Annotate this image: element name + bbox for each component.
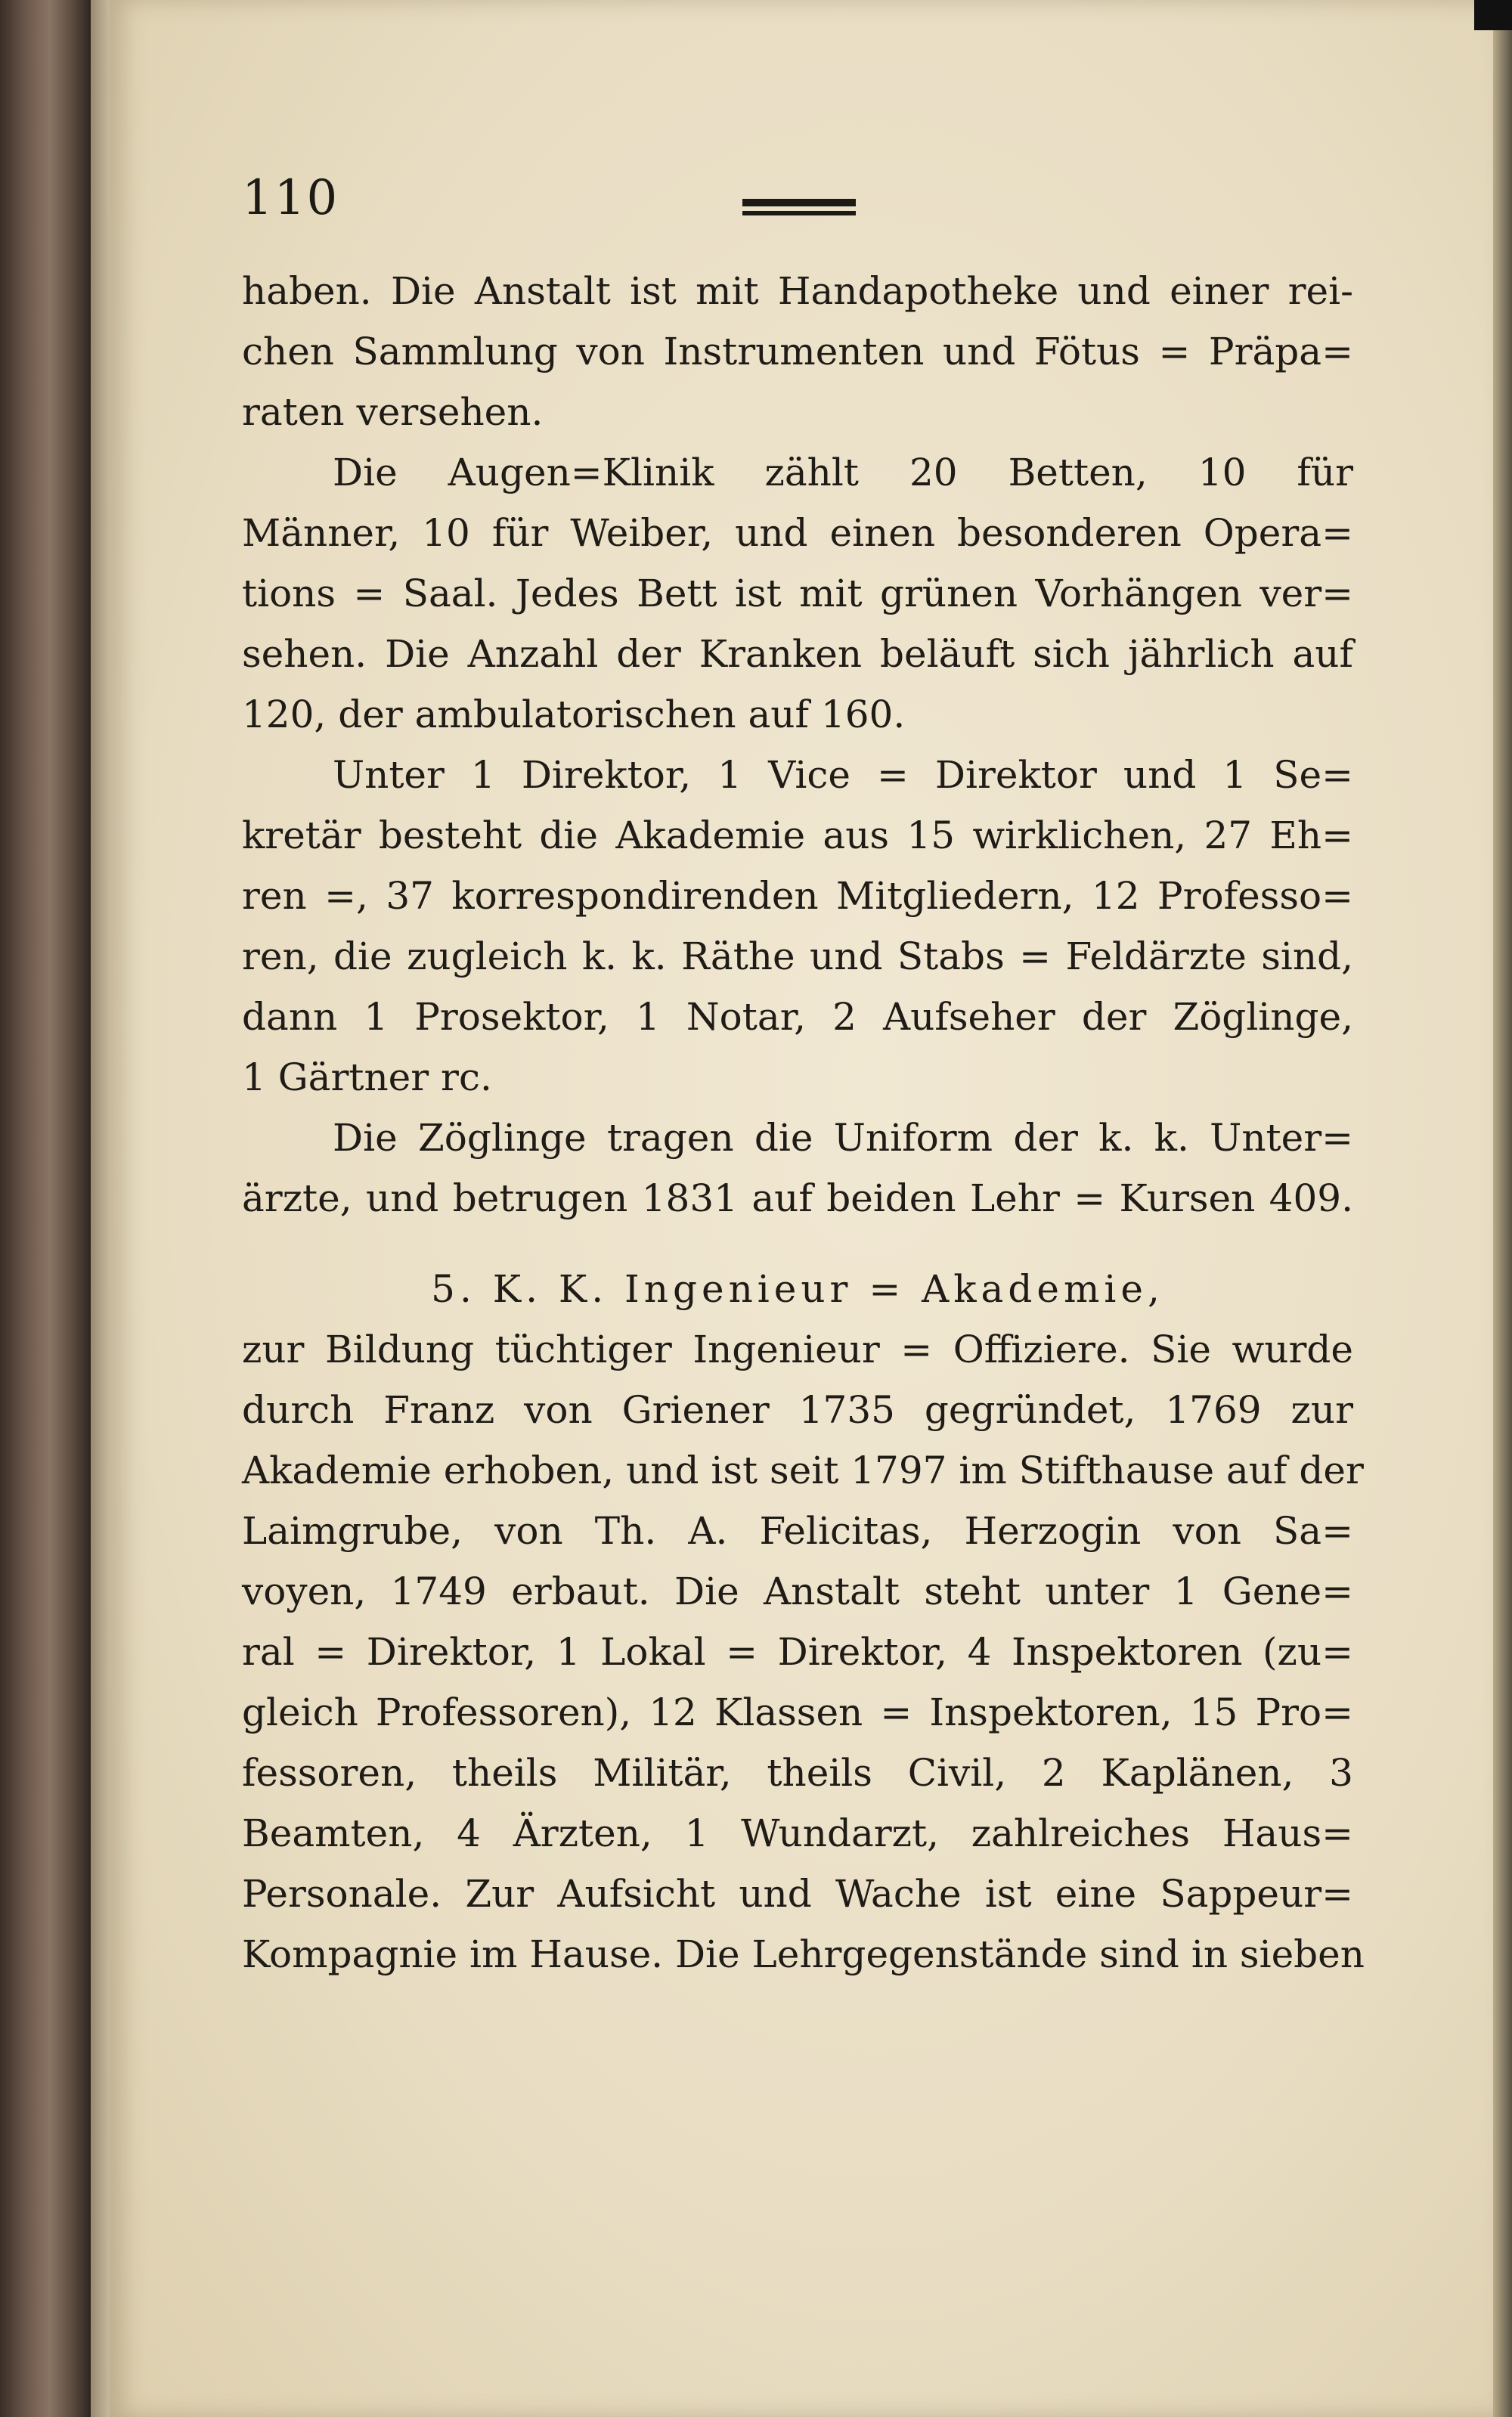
- text-line: 120, der ambulatorischen auf 160.: [242, 693, 906, 736]
- text-line: voyen, 1749 erbaut. Die Anstalt steht unter 1 Gene=: [242, 1570, 1353, 1613]
- text-line: raten versehen.: [242, 390, 544, 434]
- text-line: durch Franz von Griener 1735 gegründet, 1769 zur: [242, 1388, 1353, 1432]
- text-line: Kompagnie im Hause. Die Lehrgegenstände sind in sieben: [242, 1932, 1365, 1976]
- text-line: chen Sammlung von Instrumenten und Fötus = Präpa=: [242, 330, 1353, 373]
- text-line: ren =, 37 korrespondirenden Mitgliedern, 12 Professo=: [242, 874, 1353, 918]
- page-right-edge: [1493, 0, 1512, 2417]
- text-line: ärzte, und betrugen 1831 auf beiden Lehr = Kursen 409.: [242, 1176, 1353, 1220]
- text-line: fessoren, theils Militär, theils Civil, 2 Kaplänen, 3: [242, 1751, 1353, 1795]
- book-spine: [0, 0, 91, 2417]
- text-line: Beamten, 4 Ärzten, 1 Wundarzt, zahlreiches Haus=: [242, 1811, 1353, 1855]
- text-line: haben. Die Anstalt ist mit Handapotheke und einer rei-: [242, 269, 1353, 313]
- text-line: gleich Professoren), 12 Klassen = Inspektoren, 15 Pro=: [242, 1690, 1353, 1734]
- text-line: Die Augen=Klinik zählt 20 Betten, 10 für: [333, 451, 1353, 494]
- text-line: tions = Saal. Jedes Bett ist mit grünen Vorhängen ver=: [242, 572, 1353, 615]
- text-line: kretär besteht die Akademie aus 15 wirklichen, 27 Eh=: [242, 813, 1353, 857]
- text-line: dann 1 Prosektor, 1 Notar, 2 Aufseher der Zöglinge,: [242, 995, 1353, 1039]
- text-line: sehen. Die Anzahl der Kranken beläuft sich jährlich auf: [242, 632, 1353, 676]
- text-line: Personale. Zur Aufsicht und Wache ist eine Sappeur=: [242, 1872, 1353, 1916]
- text-line: Die Zöglinge tragen die Uniform der k. k. Unter=: [333, 1116, 1353, 1160]
- text-line: Akademie erhoben, und ist seit 1797 im Stifthause auf der: [242, 1449, 1364, 1492]
- text-line: Unter 1 Direktor, 1 Vice = Direktor und 1 Se=: [333, 753, 1353, 797]
- section-heading: 5. K. K. Ingenieur = Akademie,: [431, 1267, 1164, 1311]
- body-text: [242, 261, 1365, 1985]
- header-rule: [742, 199, 856, 206]
- background-corner: [1474, 0, 1512, 30]
- text-line: ren, die zugleich k. k. Räthe und Stabs = Feldärzte sind,: [242, 934, 1353, 978]
- header-rule-thin: [742, 211, 856, 215]
- text-line: zur Bildung tüchtiger Ingenieur = Offiziere. Sie wurde: [242, 1328, 1353, 1371]
- text-line: ral = Direktor, 1 Lokal = Direktor, 4 Inspektoren (zu=: [242, 1630, 1353, 1674]
- section-gap: [242, 1229, 1353, 1259]
- text-line: 1 Gärtner rc.: [242, 1055, 492, 1099]
- text-line: Laimgrube, von Th. A. Felicitas, Herzogin von Sa=: [242, 1509, 1353, 1553]
- text-line: Männer, 10 für Weiber, und einen besonderen Opera=: [242, 511, 1353, 555]
- page-number: 110: [242, 170, 339, 226]
